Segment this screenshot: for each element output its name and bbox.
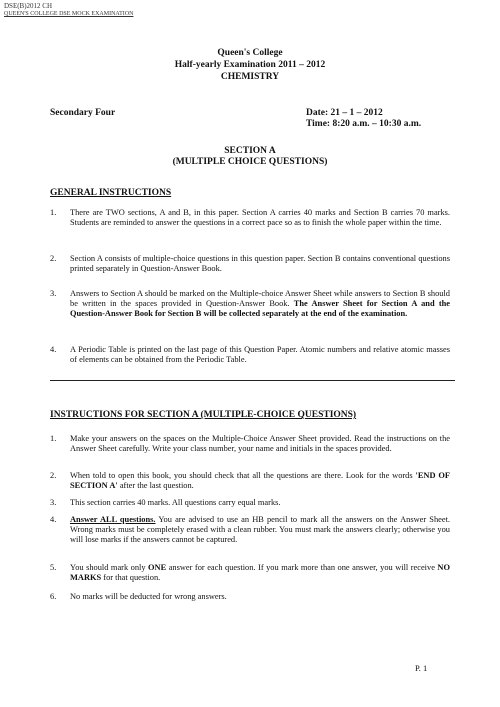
subject-title: CHEMISTRY bbox=[220, 72, 280, 82]
list-item: 2. When told to open this book, you should check that all the questions are there. Look for the words 'END OF SECTION A' after the last question. bbox=[50, 471, 450, 491]
section-title: SECTION A bbox=[224, 146, 276, 156]
list-item: 1. Make your answers on the spaces on the Multiple-Choice Answer Sheet provided. Read the instructions on the Answer Sheet carefully. Write your class number, your name and initials in the spaces provided. bbox=[50, 434, 450, 454]
date-time-block bbox=[306, 108, 421, 130]
list-item: 2. Section A consists of multiple-choice questions in this question paper. Section B contains conventional questions printed separately in Question-Answer Book. bbox=[50, 254, 450, 274]
list-item: 5. You should mark only ONE answer for each question. If you mark more than one answer, you will receive NO MARKS for that question. bbox=[50, 563, 450, 583]
form-label: Secondary Four bbox=[50, 108, 116, 118]
list-item: 6. No marks will be deducted for wrong answers. bbox=[50, 592, 227, 601]
exam-time: Time: 8:20 a.m. – 10:30 a.m. bbox=[306, 119, 422, 129]
exam-title: Half-yearly Examination 2011 – 2012 bbox=[174, 60, 326, 70]
school-name: Queen's College bbox=[217, 48, 283, 58]
page-number: P. 1 bbox=[415, 663, 428, 673]
general-instructions-list bbox=[50, 208, 450, 376]
list-item: 3. Answers to Section A should be marked on the Multiple-choice Answer Sheet while answers to Section B should be written in the spaces provided in Question-Answer Book. The Answer Sheet for Section A and the Question-Answer Book for Section B will be collected separately at the end of the examination. bbox=[50, 289, 451, 319]
general-instructions-heading: GENERAL INSTRUCTIONS bbox=[50, 188, 172, 198]
corner-tag bbox=[4, 2, 133, 18]
list-item: 3. This section carries 40 marks. All questions carry equal marks. bbox=[50, 498, 281, 507]
exam-date: Date: 21 – 1 – 2012 bbox=[306, 108, 383, 118]
corner-tag-subtitle: QUEEN'S COLLEGE DSE MOCK EXAMINATION bbox=[4, 11, 134, 17]
list-item: 4. A Periodic Table is printed on the last page of this Question Paper. Atomic numbers and relative atomic masses of elements can be obtained from the Periodic Table. bbox=[50, 345, 450, 365]
mc-instructions-heading: INSTRUCTIONS FOR SECTION A (MULTIPLE-CHOICE QUESTIONS) bbox=[50, 410, 357, 420]
list-item: 4. Answer ALL questions. You are advised to use an HB pencil to mark all the answers on the Answer Sheet. Wrong marks must be completely erased with a clean rubber. You must mark the answers clearly; otherwise you will lose marks if the answers cannot be captured. bbox=[50, 515, 450, 545]
list-item: 1. There are TWO sections, A and B, in this paper. Section A carries 40 marks and Section B carries 70 marks. Students are reminded to answer the questions in a correct pace so as to finish the whole paper within the time. bbox=[50, 208, 450, 228]
section-subtitle: (MULTIPLE CHOICE QUESTIONS) bbox=[172, 157, 328, 167]
corner-tag-title: DSE(B)2012 CH bbox=[4, 2, 53, 10]
section-divider bbox=[50, 380, 455, 381]
mc-instructions-list bbox=[50, 434, 450, 603]
